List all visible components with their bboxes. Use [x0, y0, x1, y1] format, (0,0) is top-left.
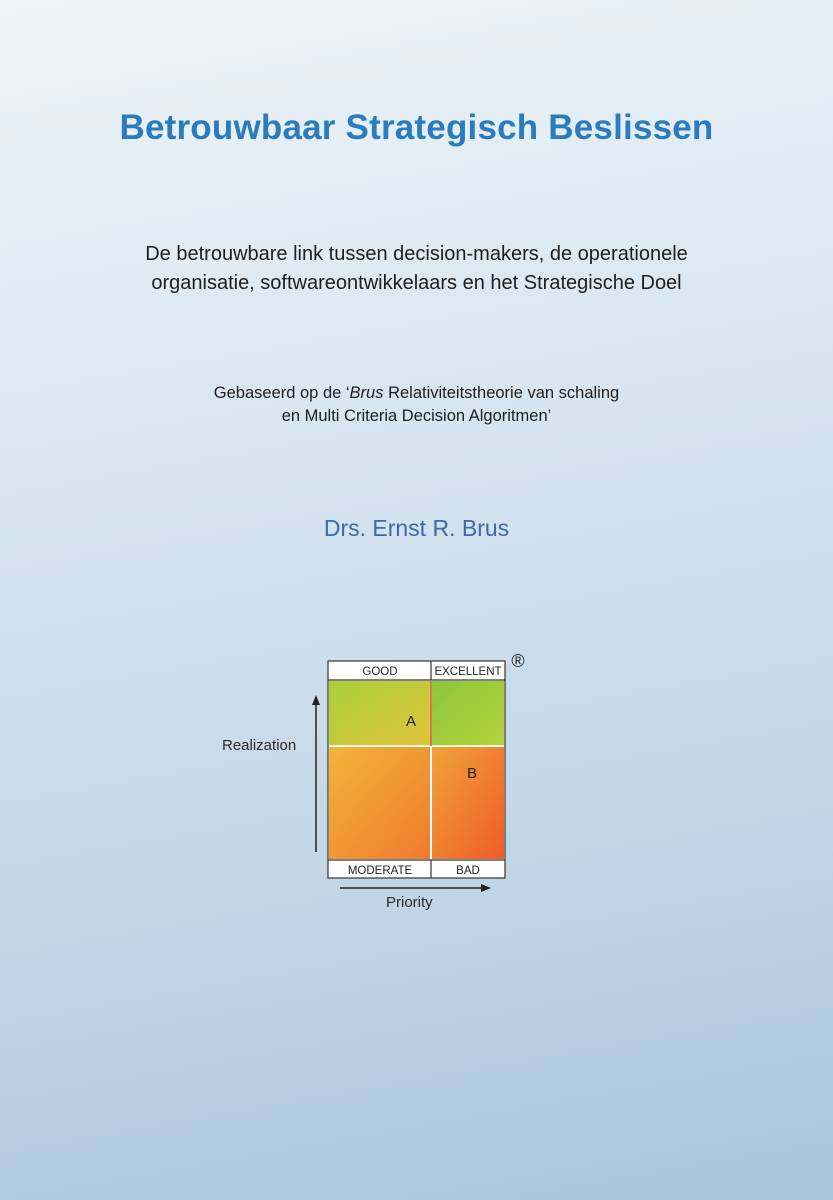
point-b-label: B — [466, 765, 478, 782]
book-subtitle — [0, 240, 833, 298]
label-good: GOOD — [362, 666, 398, 678]
subtitle-line-1: De betrouwbare link tussen decision-makers, de operationele — [145, 243, 688, 265]
basis-prefix: Gebaseerd op de ‘ — [213, 384, 350, 402]
basis-line-2: en Multi Criteria Decision Algoritmen’ — [281, 407, 552, 425]
basis-statement — [0, 382, 833, 428]
quadrant-moderate — [329, 747, 430, 859]
point-a-label: A — [405, 713, 417, 730]
label-moderate: MODERATE — [347, 865, 413, 877]
priority-realization-matrix — [200, 640, 560, 930]
quadrant-bad — [432, 747, 504, 859]
registered-mark: ® — [511, 651, 525, 671]
matrix-graphic — [200, 640, 560, 930]
basis-rest: Relativiteitstheorie van schaling — [383, 384, 620, 402]
book-title: Betrouwbaar Strategisch Beslissen — [119, 108, 714, 147]
author-name: Drs. Ernst R. Brus — [323, 515, 510, 541]
label-excellent: EXCELLENT — [434, 666, 502, 678]
quadrant-excellent — [432, 681, 504, 746]
subtitle-line-2: organisatie, softwareontwikkelaars en het Strategische Doel — [151, 272, 682, 294]
y-axis-label: Realization — [222, 737, 297, 754]
label-bad: BAD — [456, 865, 480, 877]
basis-line-1 — [0, 382, 833, 405]
x-axis-label: Priority — [386, 894, 433, 911]
basis-italic-name: Brus — [349, 384, 384, 402]
